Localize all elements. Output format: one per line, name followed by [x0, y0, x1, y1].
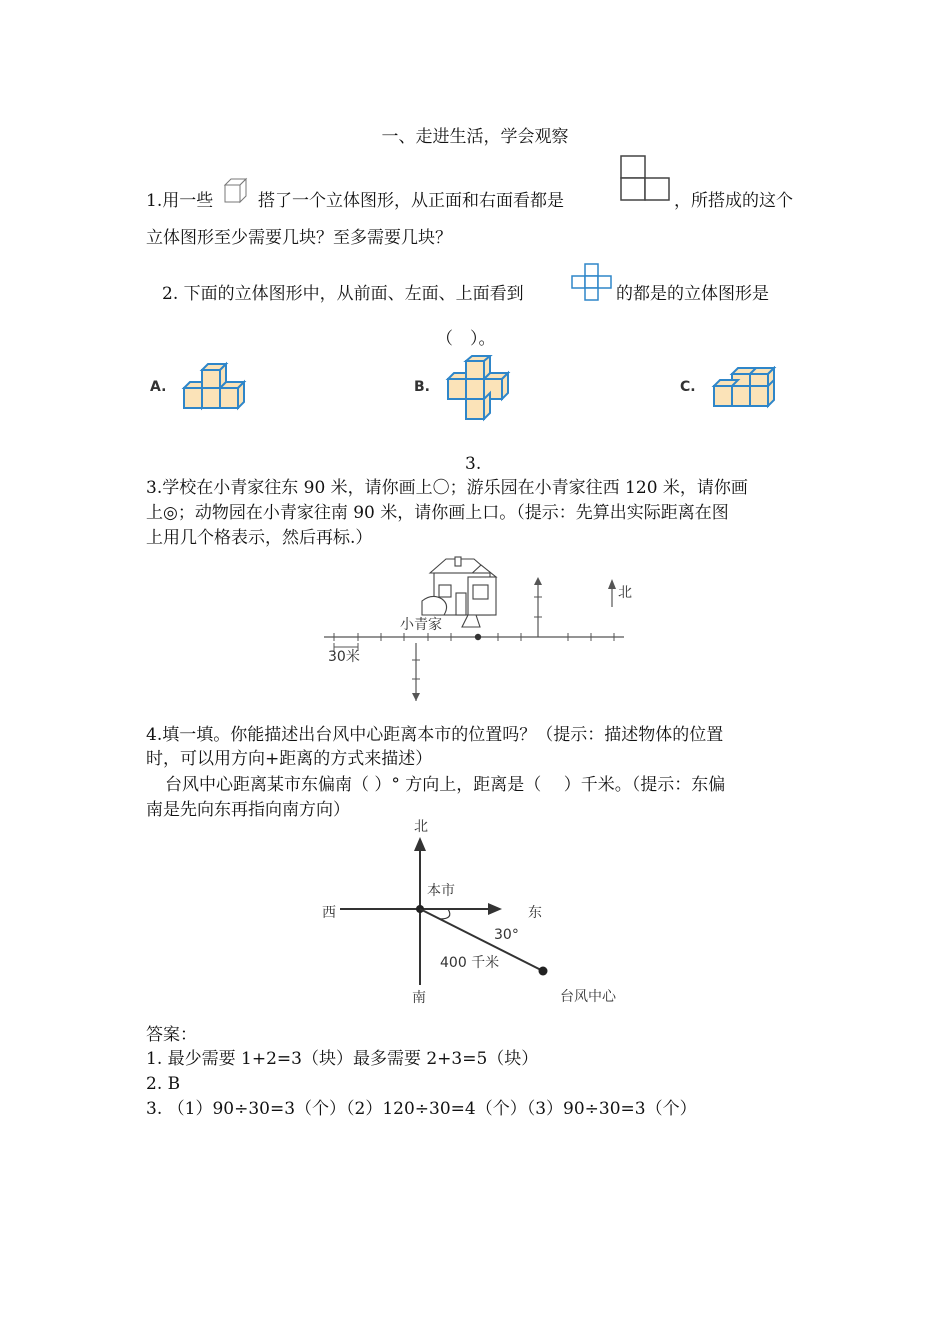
section-title: 一、走进生活，学会观察 — [381, 127, 569, 147]
q1-text-part3: ，所搭成的这个 — [674, 191, 793, 211]
home-label: 小青家 — [400, 617, 442, 633]
angle-label: 30° — [494, 927, 519, 943]
answers-title: 答案： — [146, 1025, 197, 1045]
q1-text-part1: 1.用一些 — [146, 191, 214, 211]
option-c-cube-figure — [710, 366, 784, 410]
option-b-cube-figure — [444, 355, 518, 425]
q3-number: 3. — [465, 454, 482, 474]
answer-1: 1. 最少需要 1+2=3（块）最多需要 2+3=5（块） — [146, 1049, 539, 1069]
front-right-view-shape — [616, 152, 672, 204]
answer-3: 3. （1）90÷30=3（个）（2）120÷30=4（个）（3）90÷30=3（个） — [146, 1099, 697, 1119]
q3-line3: 上用几个格表示，然后再标.） — [146, 528, 373, 548]
q4-compass-figure — [300, 815, 650, 1015]
north-direction-label: 北 — [414, 819, 428, 835]
q2-blank: （ ）。 — [436, 329, 496, 349]
q3-line2: 上◎；动物园在小青家往南 90 米，请你画上口。（提示：先算出实际距离在图 — [146, 503, 729, 523]
city-label: 本市 — [427, 883, 455, 899]
q1-text-part2: 搭了一个立体图形，从正面和右面看都是 — [258, 191, 564, 211]
east-direction-label: 东 — [528, 905, 542, 921]
q3-line1: 3.学校在小青家往东 90 米，请你画上〇；游乐园在小青家往西 120 米，请你画 — [146, 478, 748, 498]
south-direction-label: 南 — [412, 990, 426, 1006]
north-label: 北 — [618, 585, 632, 601]
q4-line2: 时，可以用方向+距离的方式来描述） — [146, 749, 433, 769]
answer-2: 2. B — [146, 1074, 181, 1094]
scale-label: 30米 — [328, 649, 360, 665]
q4-line1: 4.填一填。你能描述出台风中心距离本市的位置吗？（提示：描述物体的位置 — [146, 725, 724, 745]
q3-map-figure — [318, 555, 648, 705]
west-direction-label: 西 — [322, 905, 336, 921]
option-a-label: A. — [150, 379, 167, 395]
unit-cube-icon — [222, 176, 248, 206]
option-a-cube-figure — [180, 360, 254, 416]
typhoon-center-label: 台风中心 — [560, 989, 616, 1005]
q4-line4: 南是先向东再指向南方向） — [146, 800, 350, 820]
q2-text-part1: 2. 下面的立体图形中，从前面、左面、上面看到 — [162, 284, 524, 304]
distance-label: 400 千米 — [440, 955, 500, 971]
q1-text-line2: 立体图形至少需要几块？至多需要几块？ — [146, 228, 452, 248]
q2-text-part2: 的都是的立体图形是 — [616, 284, 769, 304]
option-b-label: B. — [414, 379, 430, 395]
option-c-label: C. — [680, 379, 696, 395]
cross-top-view-shape — [571, 262, 613, 304]
q4-line3: 台风中心距离某市东偏南（ ）° 方向上，距离是（ ）千米。（提示：东偏 — [165, 775, 726, 795]
